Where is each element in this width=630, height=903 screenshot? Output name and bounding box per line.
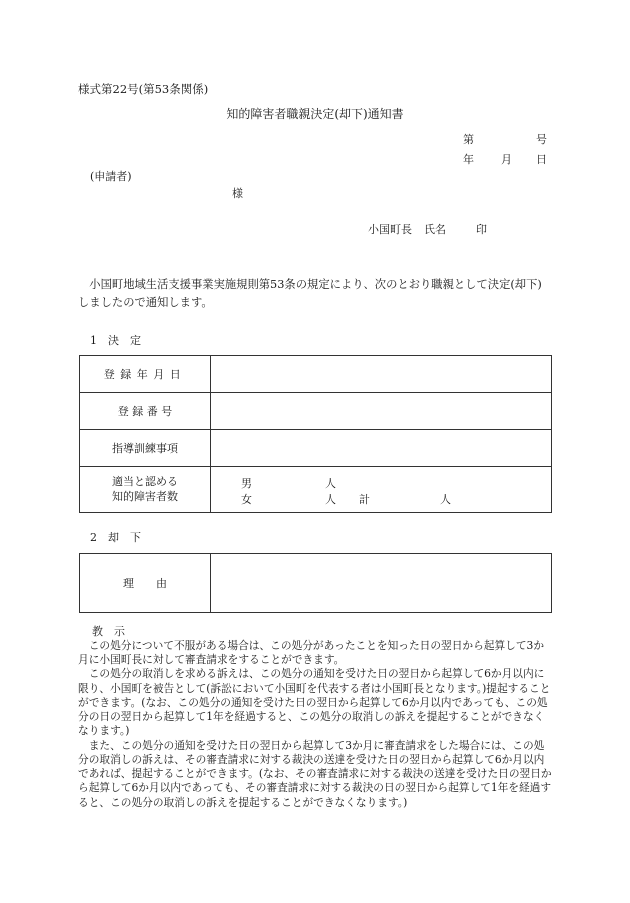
table-row	[80, 356, 552, 393]
number-go: 号	[536, 133, 547, 146]
decision-table	[79, 355, 552, 513]
body-text: 小国町地域生活支援事業実施規則第53条の規定により、次のとおり職親として決定(却下)しましたので通知します。	[78, 278, 542, 309]
applicant-honorific: 様	[232, 187, 243, 200]
notice-text	[78, 639, 552, 810]
notice-heading: 教 示	[92, 625, 125, 638]
issuer-title: 小国町長	[368, 223, 412, 236]
total-person-unit: 人	[440, 493, 451, 506]
male-person-unit: 人	[325, 477, 336, 490]
table-row	[80, 430, 552, 467]
issuer-name-label: 氏名	[424, 223, 446, 236]
number-dai: 第	[463, 133, 474, 146]
total-label: 計	[359, 493, 370, 506]
notice-paragraph: この処分について不服がある場合は、この処分があったことを知った日の翌日から起算して3か月に小国町長に対して審査請求をすることができます。	[78, 639, 545, 667]
notice-paragraph: また、この処分の通知を受けた日の翌日から起算して3か月に審査請求をした場合には、この処分の取消しの訴えは、その審査請求に対する裁決の送達を受けた日の翌日から起算して6か月以内であれば、提起することができます。(なお、その審査請求に対する裁決の送達を受けた日の翌日から起算して6か月以内であっても、その審査請求に対する裁決の日の翌日から起算して1年を経過すると、この処分の取消しの訴えを提起することができなくなります。)	[78, 738, 552, 809]
eligible-count-label: 適当と認める 知的障害者数	[80, 467, 211, 513]
female-person-unit: 人	[325, 493, 336, 506]
registration-date-label: 登録年月日	[80, 356, 211, 393]
female-label: 女	[241, 493, 252, 506]
guidance-items-label: 指導訓練事項	[80, 430, 211, 467]
date-year: 年	[463, 153, 474, 166]
section2-heading: 2 却 下	[90, 531, 141, 544]
reason-label: 理 由	[80, 554, 211, 613]
issuer-line	[368, 223, 487, 237]
table-row	[80, 554, 552, 613]
registration-number-label: 登 録 番 号	[80, 393, 211, 430]
guidance-items-field[interactable]	[211, 430, 552, 467]
reason-field[interactable]	[211, 554, 552, 613]
eligible-count-field[interactable]	[211, 467, 552, 513]
notice-paragraph: この処分の取消しを求める訴えは、この処分の通知を受けた日の翌日から起算して6か月以内に限り、小国町を被告として(訴訟において小国町を代表する者は小国町長となります。)提起することができます。(なお、この処分の通知を受けた日の翌日から起算して6か月以内であっても、この処分の日の翌日から起算して1年を経過すると、この処分の取消しの訴えを提起することができなくなります。)	[78, 667, 551, 738]
seal-mark: 印	[476, 223, 487, 236]
table-row	[80, 393, 552, 430]
registration-number-field[interactable]	[211, 393, 552, 430]
form-number: 様式第22号(第53条関係)	[78, 82, 209, 96]
rejection-table	[79, 553, 552, 613]
table-row	[80, 467, 552, 513]
document-title: 知的障害者職親決定(却下)通知書	[226, 107, 404, 121]
section1-heading: 1 決 定	[90, 334, 141, 347]
registration-date-field[interactable]	[211, 356, 552, 393]
applicant-label: (申請者)	[90, 170, 132, 183]
date-day: 日	[536, 153, 547, 166]
male-label: 男	[241, 477, 252, 490]
date-month: 月	[501, 153, 512, 166]
